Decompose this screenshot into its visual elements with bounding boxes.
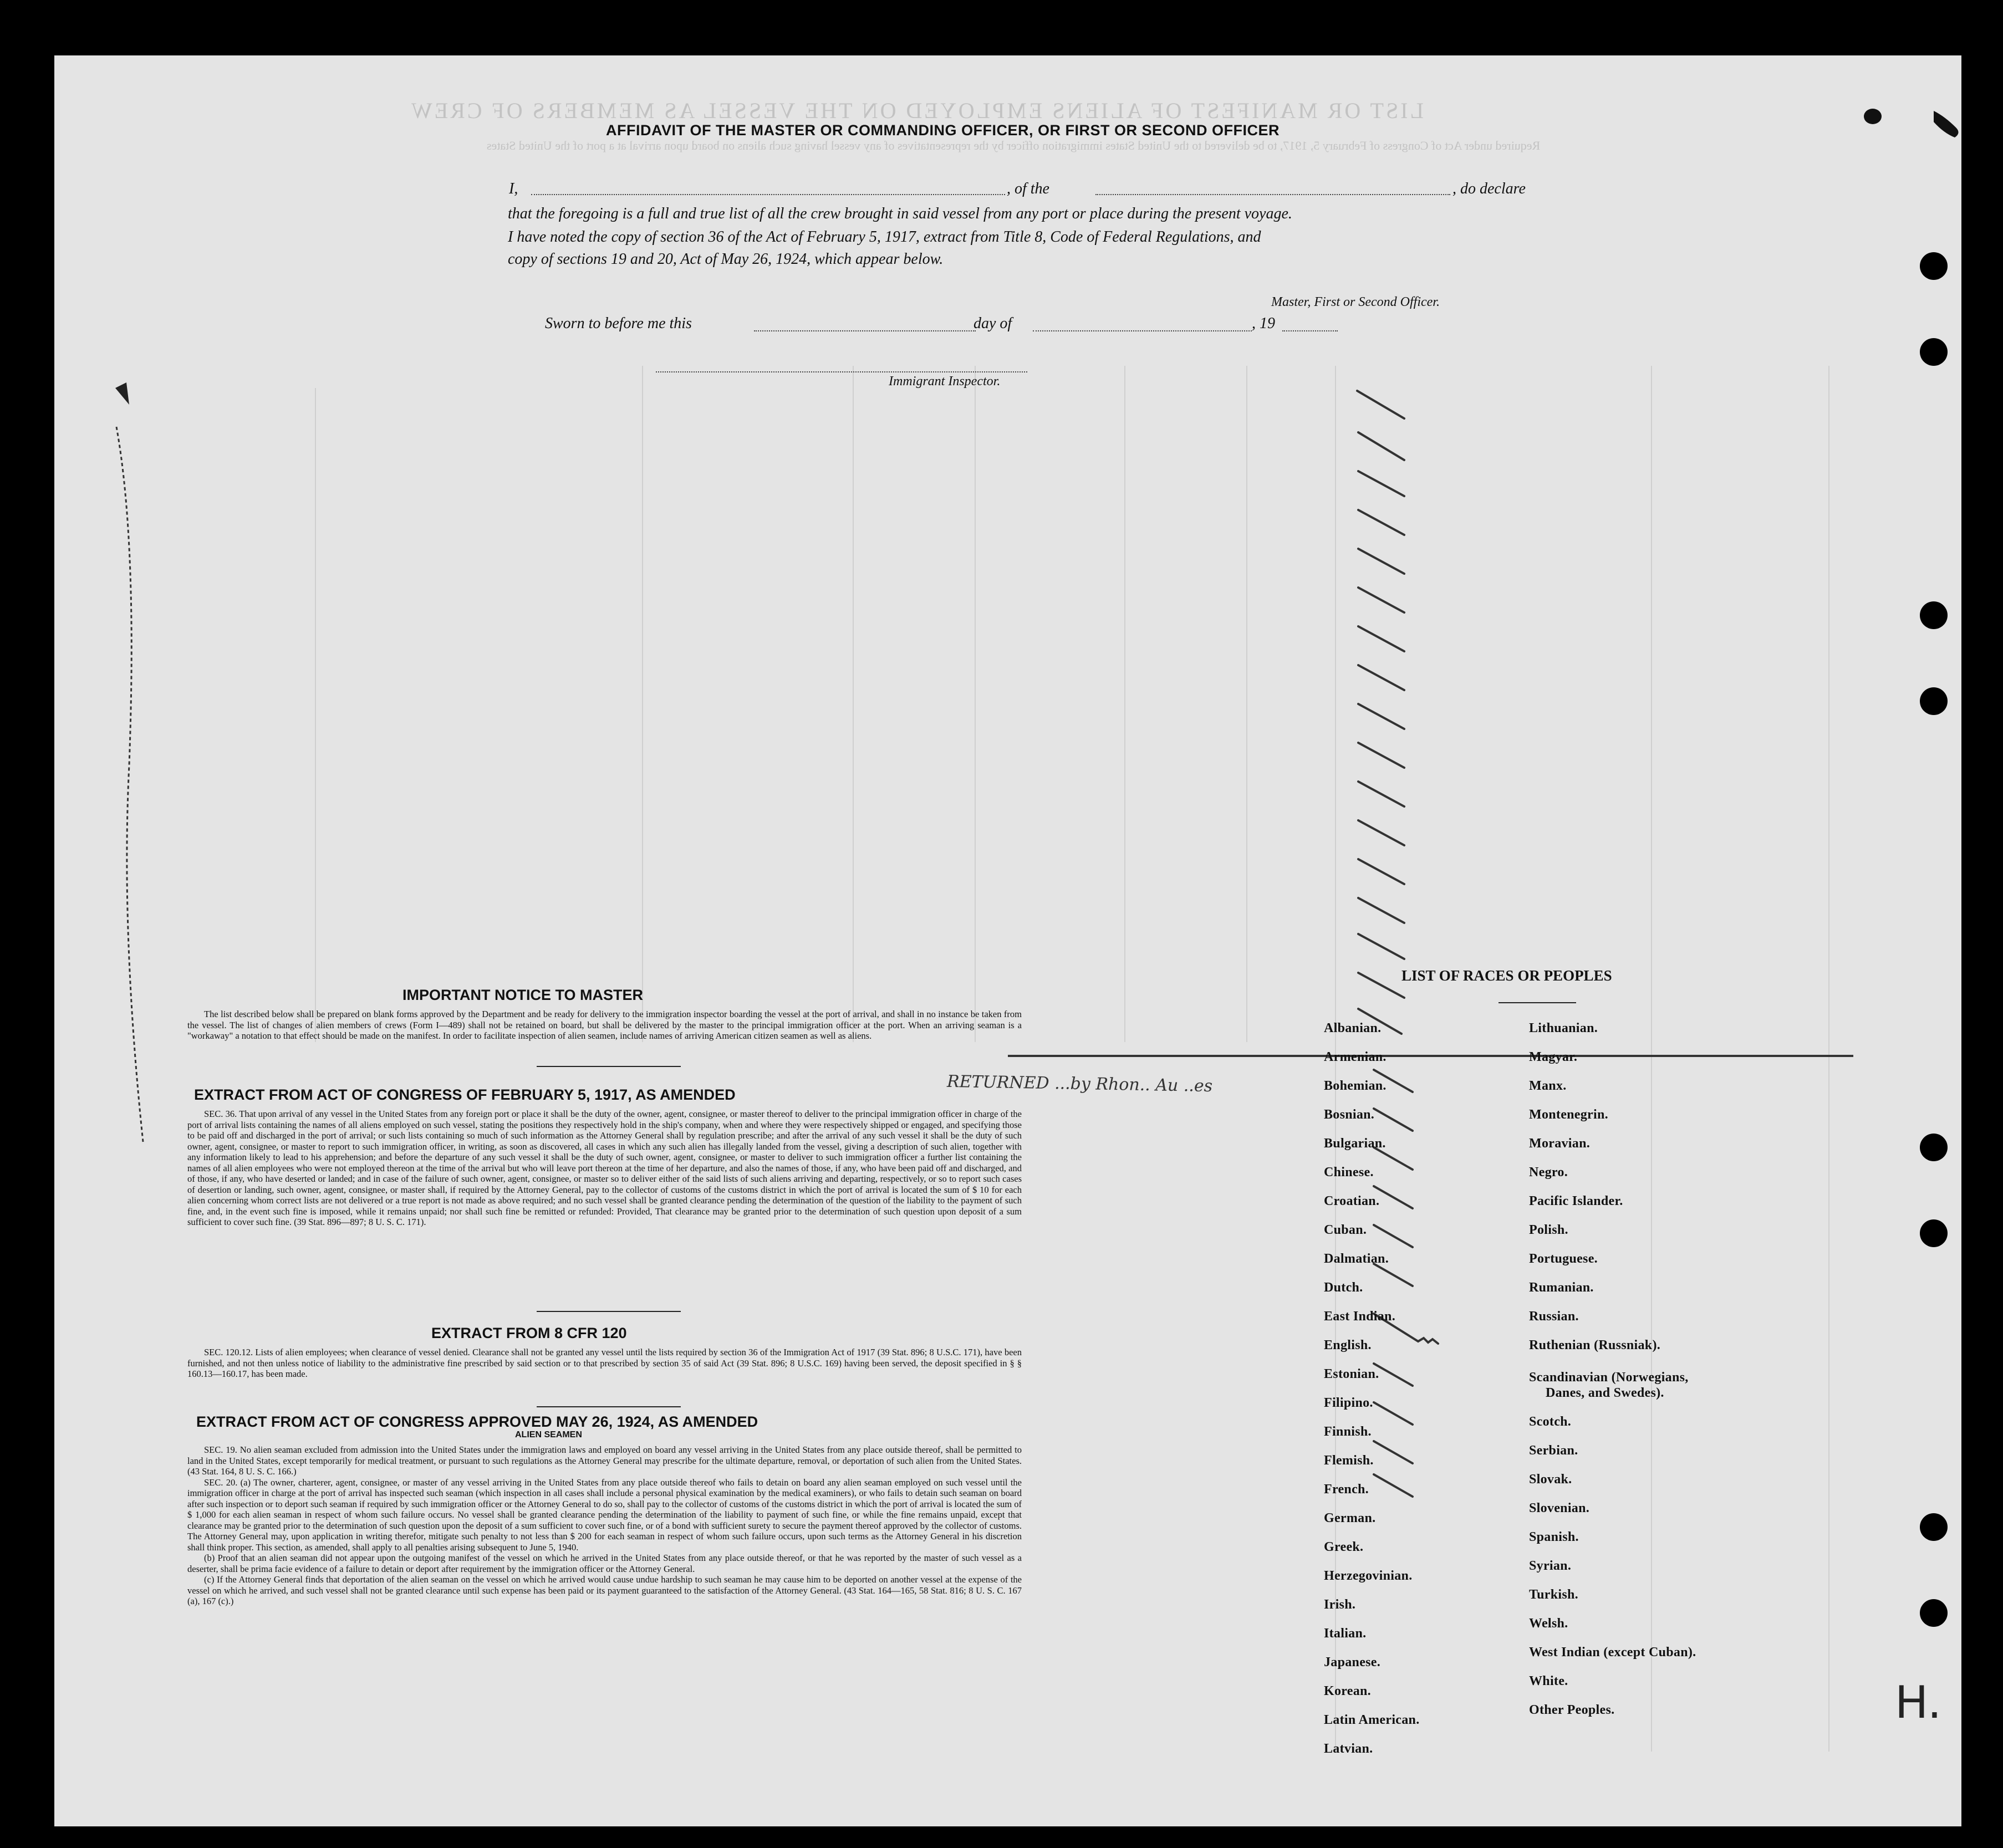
section-rule xyxy=(537,1066,681,1067)
affidavit-i-label: I, xyxy=(509,180,518,197)
ink-blots xyxy=(1673,94,1961,155)
master-name-line xyxy=(531,194,1005,195)
race-item: Pacific Islander. xyxy=(1529,1194,1623,1208)
notice-body: The list described below shall be prepared on blank forms approved by the Department and be ready for delivery to the immigration inspector boarding the vessel at the port of arrival, and shall in no instance be taken from the vessel. The list of changes of alien members of crews (Form I—489) shall not be retained on board, but shall be delivered by the master to the principal immigration officer at the port. When an arriving seaman is a "workaway" a notation to that effect should be made on the manifest. In order to facilitate inspection of alien seamen, include names of arriving American citizen seamen as well as aliens. xyxy=(187,1009,1022,1041)
race-item: Turkish. xyxy=(1529,1587,1578,1602)
race-item: English. xyxy=(1324,1338,1372,1352)
race-item: East Indian. xyxy=(1324,1309,1395,1324)
race-item: Rumanian. xyxy=(1529,1280,1594,1295)
affidavit-of-the-label: , of the xyxy=(1007,180,1049,197)
race-item: Italian. xyxy=(1324,1626,1367,1641)
punch-hole xyxy=(1920,601,1948,629)
race-item: Dalmatian. xyxy=(1324,1252,1389,1266)
race-item: Estonian. xyxy=(1324,1367,1379,1381)
master-signature-label: Master, First or Second Officer. xyxy=(1271,295,1440,309)
race-item: Moravian. xyxy=(1529,1136,1591,1151)
race-item: Herzegovinian. xyxy=(1324,1569,1413,1583)
extract-1924-subheading: ALIEN SEAMEN xyxy=(515,1430,582,1439)
vessel-name-line xyxy=(1095,194,1450,195)
race-item: Flemish. xyxy=(1324,1453,1374,1468)
race-item: French. xyxy=(1324,1482,1369,1497)
bleed-column-rule xyxy=(1828,366,1829,1752)
section-rule xyxy=(537,1406,681,1407)
race-item: German. xyxy=(1324,1511,1376,1525)
race-item: Slovenian. xyxy=(1529,1501,1590,1515)
bleed-column-rule xyxy=(1246,366,1247,1042)
extract-1924-body xyxy=(187,1444,1022,1607)
race-item: Other Peoples. xyxy=(1529,1703,1615,1717)
handwritten-sheet-mark: H. xyxy=(1895,1677,1942,1728)
punch-hole xyxy=(1920,338,1948,366)
race-item: Latin American. xyxy=(1324,1713,1420,1727)
race-item: Polish. xyxy=(1529,1223,1568,1237)
sec-20a: SEC. 20. (a) The owner, charterer, agent, consignee, or master of any vessel arriving in the United States from any place outside thereof who fails to detain on board any alien seaman employed on such vessel until the immigration officer in charge at the port of arrival has inspected such seaman (which inspection in all cases shall include a personal physical examination by the medical examiners), or who fails to detain such seaman on board after such inspection or to deport such seaman if required by such immigration officer or the Attorney General to do so, shall pay to the collector of customs of the customs district in which the port of arrival is located the sum of $ 1,000 for each alien seaman in respect of whom such failure occurs. No vessel shall be granted clearance pending the determination of the liability to payment of such fine, or while the fine remains unpaid, except that clearance may be granted prior to the determination of such question upon the deposit of a sum sufficient to cover such fine, or of a bond with sufficient surety to secure the payment thereof approved by the collector of customs. The Attorney General may, upon application in writing therefor, mitigate such penalty to not less than $ 200 for each seaman in respect of whom such failure occurs, upon such terms as the Attorney General in his discretion shall think proper. This section, as amended, shall apply to all penalties arising subsequent to June 5, 1940. xyxy=(187,1477,1022,1553)
races-title: LIST OF RACES OR PEOPLES xyxy=(1401,967,1612,984)
punch-hole xyxy=(1920,1513,1948,1541)
sec-20c: (c) If the Attorney General finds that deportation of the alien seaman on the vessel on which he arrived would cause undue hardship to such seaman he may cause him to be deported on another vessel at the expense of the vessel on which he arrived, and such vessel shall not be granted clearance until such expense has been paid or its payment guaranteed to the satisfaction of the Attorney General. (43 Stat. 164—165, 58 Stat. 816; 8 U. S. C. 167 (a), 167 (c).) xyxy=(187,1574,1022,1606)
race-item: Manx. xyxy=(1529,1079,1567,1093)
bleed-column-rule xyxy=(853,366,854,1042)
inspector-signature-line xyxy=(656,371,1027,372)
section-rule xyxy=(537,1311,681,1312)
race-item: Montenegrin. xyxy=(1529,1107,1608,1122)
punch-hole xyxy=(1920,1219,1948,1247)
bleed-through-title: LIST OR MANIFEST OF ALIENS EMPLOYED ON THE VESSEL AS MEMBERS OF CREW xyxy=(409,98,1424,123)
immigrant-inspector-label: Immigrant Inspector. xyxy=(889,374,1001,389)
race-item: Serbian. xyxy=(1529,1443,1578,1458)
punch-hole xyxy=(1920,1599,1948,1627)
bleed-column-rule xyxy=(315,388,316,1042)
notice-heading: IMPORTANT NOTICE TO MASTER xyxy=(402,987,643,1003)
bleed-column-rule xyxy=(1651,366,1652,1752)
race-item: Filipino. xyxy=(1324,1396,1373,1410)
race-item: Korean. xyxy=(1324,1684,1371,1698)
race-item: Ruthenian (Russniak). xyxy=(1529,1338,1661,1352)
extract-1917-body: SEC. 36. That upon arrival of any vessel in the United States from any foreign port or place it shall be the duty of the owner, agent, consignee, or master thereof to deliver to the principal immigration officer in charge of the port of arrival lists containing the names of all aliens employed on such vessel, stating the positions they respectively hold in the ship's company, when and where they were respectively shipped or engaged, and specifying those to be paid off and discharged in the port of arrival; or such lists containing so much of such information as the Attorney General shall by regulation prescribe; and after the arrival of any such vessel it shall be the duty of such owner, agent, consignee, or master to report to such immigration officer, in writing, as soon as discovered, all cases in which any such alien has illegally landed from the vessel, giving a description of such alien, together with any information likely to lead to his apprehension; and before the departure of any such vessel it shall be the duty of such owner, agent, consignee, or master to deliver to such immigration officer a further list containing the names of all alien employees who were not employed thereon at the time of the arrival but who will leave port thereon at the time of her departure, and also the names of those, if any, who have been paid off and discharged, and of those, if any, who have deserted or landed; and in case of the failure of such owner, agent, consignee, or master so to deliver either of the said lists of such aliens arriving and departing, respectively, or so to report such cases of desertion or landing, such owner, agent, consignee, or master shall, if required by the Attorney General, pay to the collector of customs of the customs district in which the port of arrival is located the sum of $ 10 for each alien concerning whom correct lists are not delivered or a true report is not made as above required; and no such vessel shall be granted clearance pending the determination of the question of the liability to the payment of such fine, and, in the event such fine is imposed, while it remains unpaid; nor shall such fine be remitted or refunded: Provided, That clearance may be granted prior to the determination of such question upon deposit of a sum sufficient to cover such fine. (39 Stat. 896—897; 8 U. S. C. 171). xyxy=(187,1109,1022,1227)
race-item: Scandinavian (Norwegians, xyxy=(1529,1370,1689,1385)
race-item: West Indian (except Cuban). xyxy=(1529,1645,1696,1660)
race-item: Negro. xyxy=(1529,1165,1568,1180)
race-item: Latvian. xyxy=(1324,1742,1373,1756)
race-item: Croatian. xyxy=(1324,1194,1380,1208)
sworn-date-line xyxy=(754,330,976,331)
year-line xyxy=(1282,330,1338,331)
race-item: Greek. xyxy=(1324,1540,1364,1554)
race-item: Irish. xyxy=(1324,1597,1356,1612)
bleed-column-rule xyxy=(1124,366,1125,1042)
handwritten-cross-line xyxy=(1008,1055,1853,1057)
year-label: , 19 xyxy=(1252,315,1275,332)
left-margin-ink-line xyxy=(110,377,187,1153)
bleed-column-rule xyxy=(975,366,976,1042)
race-item: Finnish. xyxy=(1324,1425,1372,1439)
day-of-label: day of xyxy=(974,315,1012,332)
race-item: Armenian. xyxy=(1324,1050,1387,1064)
race-item: Bohemian. xyxy=(1324,1079,1387,1093)
sworn-label: Sworn to before me this xyxy=(545,315,692,332)
race-item: Chinese. xyxy=(1324,1165,1374,1180)
extract-1917-heading: EXTRACT FROM ACT OF CONGRESS OF FEBRUARY 5, 1917, AS AMENDED xyxy=(194,1086,736,1103)
race-item: Spanish. xyxy=(1529,1530,1579,1544)
race-item: Bulgarian. xyxy=(1324,1136,1386,1151)
race-item: Scotch. xyxy=(1529,1415,1572,1429)
race-item: Russian. xyxy=(1529,1309,1579,1324)
manifest-sheet xyxy=(54,55,1961,1826)
race-item: Bosnian. xyxy=(1324,1107,1375,1122)
race-item: Cuban. xyxy=(1324,1223,1367,1237)
race-item: Welsh. xyxy=(1529,1616,1568,1631)
extract-cfr-body: SEC. 120.12. Lists of alien employees; when clearance of vessel denied. Clearance shall not be granted any vessel until the lists required by section 36 of the Immigration Act of 1917 (39 Stat. 896; 8 U.S.C. 171), have been furnished, and not then unless notice of liability to the administrative fine prescribed by said section or to that prescribed by section 35 of said Act (39 Stat. 896; 8 U.S.C. 169) having been served, the deposit specified in § § 160.13—160.17, has been made. xyxy=(187,1347,1022,1379)
affidavit-title: AFFIDAVIT OF THE MASTER OR COMMANDING OFFICER, OR FIRST OR SECOND OFFICER xyxy=(606,122,1280,139)
punch-hole xyxy=(1920,252,1948,280)
affidavit-declare-label: , do declare xyxy=(1452,180,1526,197)
affidavit-line-4: copy of sections 19 and 20, Act of May 26, 1924, which appear below. xyxy=(508,251,944,268)
race-item: Danes, and Swedes). xyxy=(1546,1386,1664,1400)
race-item: Dutch. xyxy=(1324,1280,1363,1295)
race-item: Albanian. xyxy=(1324,1021,1382,1035)
extract-1924-heading: EXTRACT FROM ACT OF CONGRESS APPROVED MAY 26, 1924, AS AMENDED xyxy=(196,1413,758,1430)
race-item: Magyar. xyxy=(1529,1050,1578,1064)
sec-20b: (b) Proof that an alien seaman did not appear upon the outgoing manifest of the vessel on which he arrived in the United States from any place outside thereof, or that he was reported by the master of such vessel as a deserter, shall be prima facie evidence of a failure to detain or deport after requirement by the immigration officer or the Attorney General. xyxy=(187,1553,1022,1574)
punch-hole xyxy=(1920,687,1948,715)
race-item: Japanese. xyxy=(1324,1655,1381,1670)
affidavit-line-2: that the foregoing is a full and true list of all the crew brought in said vessel from any port or place during the present voyage. xyxy=(508,205,1292,222)
bleed-through-subtitle: Required under Act of Congress of February 5, 1917, to be delivered to the United States immigration officer by the representatives of any vessel having such aliens on board upon arrival at a port of the United States xyxy=(486,139,1541,152)
punch-hole xyxy=(1920,1134,1948,1161)
race-item: Lithuanian. xyxy=(1529,1021,1598,1035)
sec-19: SEC. 19. No alien seaman excluded from admission into the United States under the immigration laws and employed on board any vessel arriving in the United States from any place outside thereof, shall be permitted to land in the United States, except temporarily for medical treatment, or pursuant to such regulations as the Attorney General may prescribe for the ultimate departure, removal, or deportation of such alien from the United States. (43 Stat. 164, 8 U. S. C. 166.) xyxy=(187,1444,1022,1477)
handwritten-annotation: RETURNED ...by Rhon.. Au ..es xyxy=(946,1071,1213,1096)
extract-cfr-heading: EXTRACT FROM 8 CFR 120 xyxy=(431,1325,627,1341)
race-item: Portuguese. xyxy=(1529,1252,1598,1266)
races-title-rule xyxy=(1499,1002,1576,1003)
month-line xyxy=(1033,330,1252,331)
bleed-column-rule xyxy=(642,366,643,1042)
affidavit-line-3: I have noted the copy of section 36 of the Act of February 5, 1917, extract from Title 8, Code of Federal Regulations, and xyxy=(508,228,1261,246)
race-item: Syrian. xyxy=(1529,1559,1572,1573)
race-item: Slovak. xyxy=(1529,1472,1572,1487)
race-item: White. xyxy=(1529,1674,1568,1688)
